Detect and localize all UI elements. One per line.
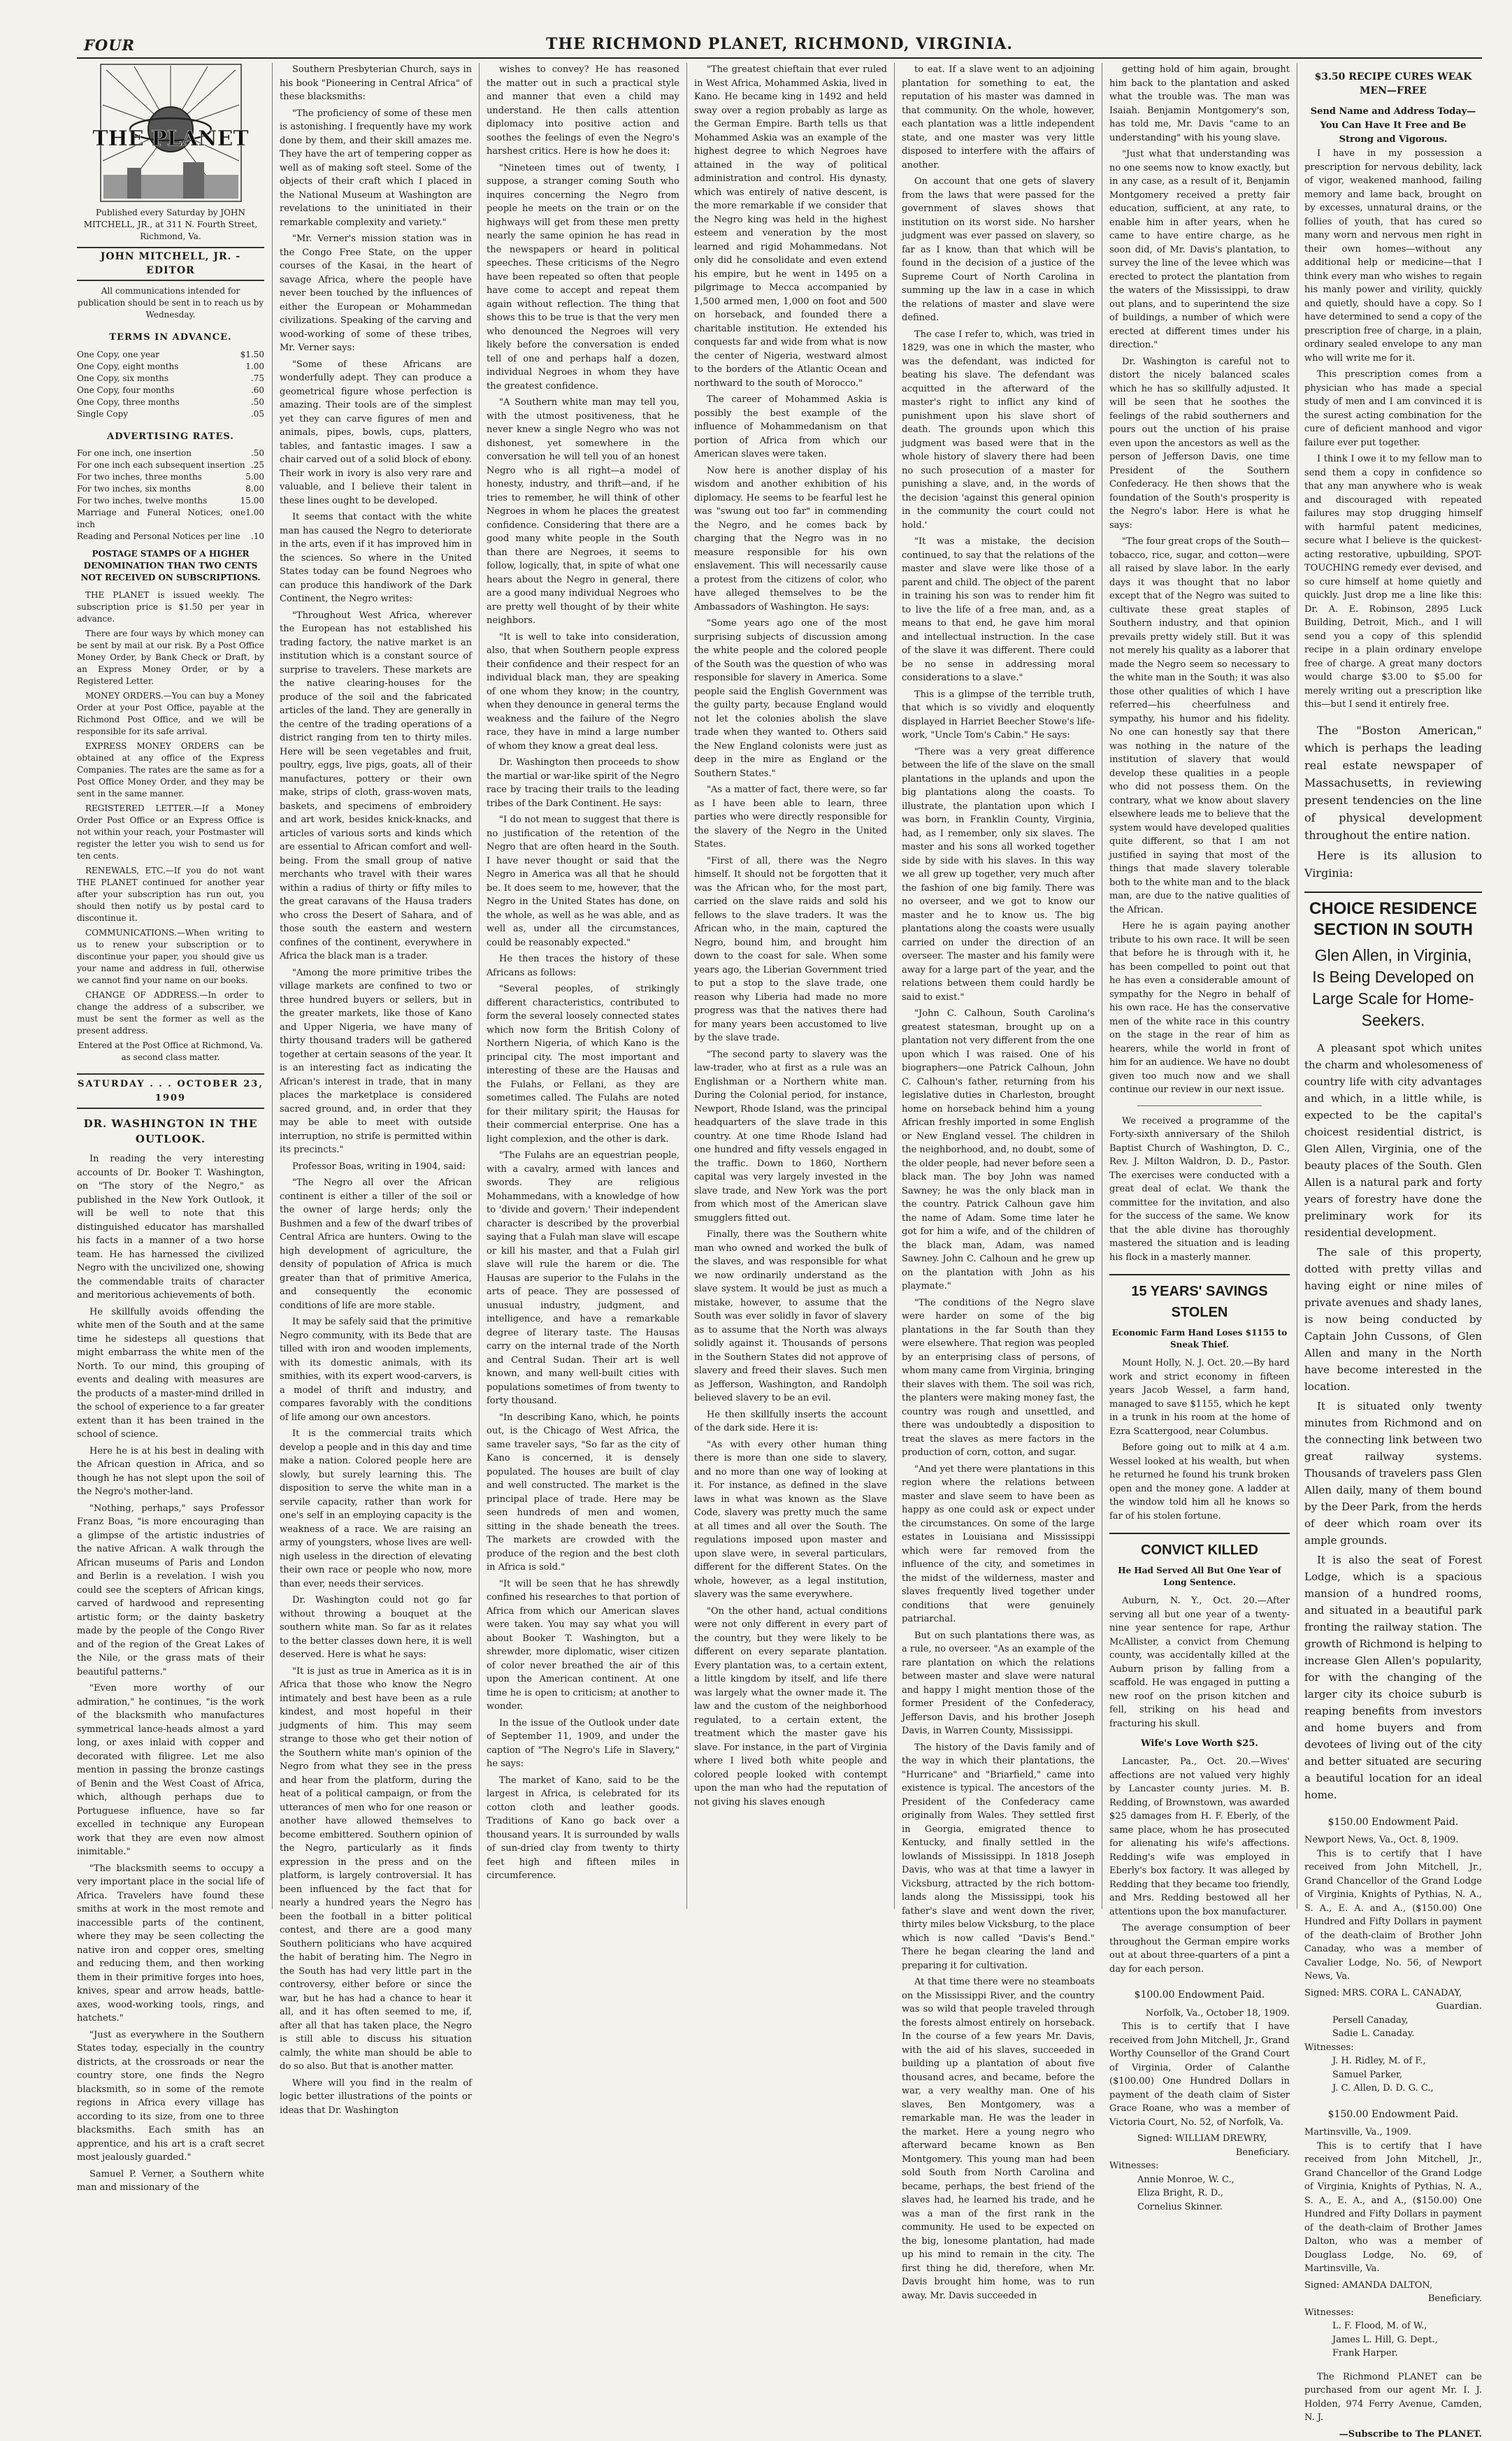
notice-paragraph: CHANGE OF ADDRESS.—In order to change the address of a subscriber, we must be sent the former as well as the present address. (77, 989, 264, 1037)
endowment-witness-label: Witnesses: (1109, 2159, 1290, 2173)
recipe-ad-paragraph: I have in my possession a prescription for nervous debility, lack of vigor, weakened manhood, failing memory and lame back, brought on by excesses, unnatural drains, or the follies of youth, that has cured so many worn and nervous men right in their own homes—without any additional help or medicine—that I think every man who wishes to regain his manly power and virility, quickly and quietly, should have a copy. So I have determined to send a copy of the prescription free of charge, in a plain, ordinary sealed envelope to any man who will write me for it. (1304, 147, 1482, 365)
notice-paragraph: EXPRESS MONEY ORDERS can be obtained at any office of the Express Companies. The rates are the same as for a Post Office Money Order, and they may be sent in the same manner. (77, 740, 264, 800)
endowment-witness: James L. Hill, G. Dept., (1304, 2333, 1482, 2347)
column-1 (77, 63, 264, 1916)
article-paragraph: Southern Presbyterian Church, says in his book "Pioneering in Central Africa" of these blacksmiths: (280, 63, 472, 104)
terms-title: TERMS IN ADVANCE. (77, 331, 264, 345)
endowment-witness: Samuel Parker, (1304, 2068, 1482, 2082)
ad-rate-row: For one inch, one insertion .50 (77, 448, 264, 459)
news-paragraph: Auburn, N. Y., Oct. 20.—After serving all but one year of a twenty-nine year sentence for rape, Arthur McAllister, a convict from Chemung county, was accidentally killed at the Auburn prison by falling from a scaffold. He was engaged in putting a new roof on the prison kitchen and fell, striking on his head and fracturing his skull. (1109, 1594, 1290, 1731)
article-paragraph: "Throughout West Africa, wherever the European has not established his trading factory, the native market is an institution which is a constant source of surprise to travelers. These markets are the native clearing-houses for the produce of the soil and the fabricated articles of the land. They are generally in the centre of the trading operations of a district ranging from ten to thirty miles. Here will be seen vegetables and fruit, poultry, eggs, live pigs, goats, all of their manufactures, pottery or their own make, strips of cloth, grass-woven mats, baskets, and specimens of embroidery and art work, besides knick-knacks, and articles of various sorts and kinds which are essential to African comfort and well-being. From the small group of native merchants who travel with their wares within a radius of thirty or fifty miles to the great caravans of the Hausa traders who cross the Desert of Sahara, and of those south the eastern and western confines of the continent, everywhere in Africa the black man is a trader. (280, 609, 472, 964)
article-paragraph: "Just as everywhere in the Southern States today, especially in the country districts, at the crossroads or near the country store, one finds the Negro blacksmith, so in some of the remote regions in Africa every village has according to its size, from one to three blacksmiths. Each smith has an apprentice, and his art is a craft secret most jealously guarded." (77, 2028, 264, 2165)
wife-love-headline: Wife's Love Worth $25. (1109, 1738, 1290, 1749)
endowment-witness: L. F. Flood, M. of W., (1304, 2319, 1482, 2333)
article-paragraph: He then traces the history of these Africans as follows: (487, 952, 679, 980)
article-paragraph: "Several peoples, of strikingly different characteristics, contributed to form the several loosely connected states which now form the British Colony of Northern Nigeria, of which Kano is the principal city. The most important and interesting of these are the Hausas and the Fulahs, or Fellani, as they are sometimes called. The Fulahs are noted for their military spirit; the Hausas for their commercial enterprise. One has a light complexion, and the other is dark. (487, 982, 679, 1146)
article-paragraph: Here he is at his best in dealing with the African question in Africa, and so though he has not slept upon the soil of the Negro's mother-land. (77, 1445, 264, 1499)
subscribe-line: —Subscribe to The PLANET. (1304, 2428, 1482, 2441)
ad-rates-list (77, 448, 264, 543)
column-6 (1109, 63, 1290, 1916)
article-paragraph: Dr. Washington then proceeds to show the martial or war-like spirit of the Negro race by tracing their trails to the leading tribes of the Dark Continent. He says: (487, 756, 679, 810)
article-paragraph: Here he is again paying another tribute to his own race. It will be seen that before he is through with it, he has been compelled to point out that he has even a considerable amount of sympathy for the Negro in behalf of his own race. He has the conservative men of the white race in this country on the stage in the rear of him as hearers, while the world in front of him for an audience. We have no doubt given too much now and we shall continue our review in our next issue. (1109, 919, 1290, 1097)
recipe-ad-paragraph: This prescription comes from a physician who has made a special study of men and I am convinced it is the surest acting combination for the cure of deficient manhood and vigor failure ever put together. (1304, 368, 1482, 450)
article-paragraph: The market of Kano, said to be the largest in Africa, is celebrated for its cotton cloth and leather goods. Traditions of Kano go back over a thousand years. It is surrounded by walls of sun-dried clay from twenty to thirty feet high and fifteen miles in circumference. (487, 1774, 679, 1883)
ad-rate-row: Reading and Personal Notices per line .10 (77, 531, 264, 543)
article-paragraph: "Nothing, perhaps," says Professor Franz Boas, "is more encouraging than a glimpse of the artistic industries of the native African. A walk through the African museums of Paris and London and Berlin is a revelation. I wish you could see the scepters of African kings, carved of hardwood and representing artistic form; or the dainty basketry made by the people of the Congo River and of the region of the Great Lakes of the Nile, or the grass mats of their beautiful patterns." (77, 1502, 264, 1680)
notice-paragraph: RENEWALS, ETC.—If you do not want THE PLANET continued for another year after your subscription has run out, you should then notify us by postal card to discontinue it. (77, 865, 264, 924)
endowment-signed: Signed: AMANDA DALTON, (1304, 2279, 1482, 2293)
endowment-signed: Signed: MRS. CORA L. CANADAY, (1304, 1987, 1482, 2000)
article-paragraph: This is a glimpse of the terrible truth, that which is so vividly and eloquently displayed in Harriet Beecher Stowe's life-work, "Uncle Tom's Cabin." He says: (902, 688, 1095, 743)
article-paragraph: "It will be seen that he has shrewdly confined his researches to that portion of Africa from which our American slaves were taken. You may say what you will about Booker T. Washington, but a shrewder, more diplomatic, wiser citizen of color never breathed the air of this upon the American continent. At one time he is open to criticism; at another to wonder. (487, 1577, 679, 1714)
article-paragraph: "A Southern white man may tell you, with the utmost positiveness, that he never knew a single Negro who was not dishonest, yet somewhere in the conversation he will tell you of an honest Negro who is all right—a model of honesty, industry, and thrift—and, if he tries to remember, he will think of other Negroes in whom he places the greatest confidence. Considering that there are a good many white people in the South than there are Negroes, it seems to follow, logically, that, in spite of what one hears about the Negro in general, there are a good many individual Negroes who are pretty well thought of by their white neighbors. (487, 396, 679, 628)
article-paragraph: "As with every other human thing there is more than one side to slavery, and no more than one way of looking at it. For instance, as defined in the slave laws in what was known as the Slave Code, slavery was pretty much the same at all times and all over the South. The regulations imposed upon master and upon slave were, in several particulars, different for the different States. On the whole, however, as a legal institution, slavery was the same everywhere. (694, 1438, 887, 1602)
ad-rate-row: For two inches, six months 8.00 (77, 483, 264, 495)
subscription-notices (77, 589, 264, 1037)
article-paragraph: Samuel P. Verner, a Southern white man and missionary of the (77, 2168, 264, 2195)
column-rule (686, 63, 687, 1909)
article-paragraph: "The conditions of the Negro slave were harder on some of the big plantations in the far South than they were elsewhere. That region was peopled by an enterprising class of persons, of whom many came from Virginia, bringing their slaves with them. The soil was rich, the planters were making money fast, the country was rough and unsettled, and there was undoubtedly a disposition to treat the slaves as mere factors in the production of corn, cotton, and sugar. (902, 1296, 1095, 1460)
article-paragraph: "As a matter of fact, there were, so far as I have been able to learn, three parties who were directly responsible for the slavery of the Negro in the United States. (694, 783, 887, 852)
convict-killed-headline: CONVICT KILLED (1109, 1533, 1290, 1561)
endowment-title: $100.00 Endowment Paid. (1109, 1989, 1290, 2003)
endowment-place-date: Martinsville, Va., 1909. (1304, 2126, 1482, 2140)
article-paragraph: The sale of this property, dotted with pretty villas and having eight or nine miles of private avenues and shady lanes, is now being conducted by Captain John Cussons, of Glen Allen and many in the North have become interested in the location. (1304, 1244, 1482, 1395)
article-paragraph: It is the commercial traits which develop a people and in this day and time make a nation. Colored people here are slowly, but surely learning this. The disposition to serve the white man in a servile capacity, rather than work for one's self in an employing capacity is the weakness of a race. We are raising an army of youngsters, whose lives are well-nigh useless in the direction of elevating their own race or people who now, more than ever, needs their services. (280, 1427, 472, 1591)
agent-note: The Richmond PLANET can be purchased from our agent Mr. I. J. Holden, 974 Ferry Avenue, Camden, N. J. (1304, 2370, 1482, 2425)
article-paragraph: Where will you find in the realm of logic better illustrations of the points or ideas that Dr. Washington (280, 2077, 472, 2118)
boston-american-note: The "Boston American," which is perhaps the leading real estate newspaper of Massachusetts, in reviewing present tendencies on the line of physical development throughout the entire nation. (1304, 722, 1482, 844)
news-paragraph: Mount Holly, N. J. Oct. 20.—By hard work and strict economy in fifteen years Jacob Wessel, a farm hand, managed to save $1155, which he kept in a trunk in his room at the home of Ezra Scattergood, near Columbus. (1109, 1356, 1290, 1438)
choice-residence-headline: CHOICE RESIDENCE SECTION IN SOUTH (1304, 892, 1482, 940)
article-body (77, 1152, 264, 2195)
article-paragraph: "It is just as true in America as it is in Africa that those who know the Negro intimately and best have been as a rule kindest, and most hopeful in their judgments of him. This may seem strange to those who get their notion of the Southern white man's opinion of the Negro from what they see in the press and hear from the platform, during the heat of a political campaign, or from the utterances of men who for one reason or another have allowed themselves to become embittered. Southern opinion of the Negro, particularly as it finds expression in the press and on the platform, is largely controversial. It has been influenced by the fact that for nearly a hundred years the Negro has been the football in a bitter political contest, and there are a good many Southern politicians who have acquired the habit of berating him. The Negro in the South has had very little part in the controversy, either before or since the war, but he has had a chance to hear it all, and it has often seemed to me, if, after all that has taken place, the Negro is still able to discuss his situation calmly, the white man should be able to do so also. But that is another matter. (280, 1665, 472, 2074)
article-paragraph: It may be safely said that the primitive Negro community, with its Bede that are tilled with iron and wooden implements, with its domestic animals, with its smithies, with its expert wood-carvers, is a model of thrift and industry, and compares favorably with the conditions of life among our own ancestors. (280, 1315, 472, 1424)
endowment-witness: J. H. Ridley, M. of F., (1304, 2054, 1482, 2068)
article-paragraph: It is situated only twenty minutes from Richmond and on the connecting link between two great railway systems. Thousands of travelers pass Glen Allen daily, many of them bound by the Deer Park, from the herds of deer which roam over its ample grounds. (1304, 1398, 1482, 1549)
issue-dateline: SATURDAY . . . OCTOBER 23, 1909 (77, 1073, 264, 1109)
article-paragraph: "The four great crops of the South—tobacco, rice, sugar, and cotton—were all raised by slave labor. In the early days it was thought that no labor except that of the Negro was suited to cultivate these great staples of Southern industry, and that opinion prevails pretty widely still. But it was not merely his quality as a laborer that made the Negro seem so necessary to the white man in the South; it was also those other qualities of which I have referred—his cheerfulness and sympathy, his humor and his fidelity. No one can honestly say that there was nothing in the nature of the institution of slavery that would develop these qualities in a people who did not possess them. On the contrary, what we know about slavery elsewhere leads me to believe that the system would have developed qualities quite different, so that I am not justified in saying that most of the things that made slavery tolerable both to the white man and to the black man, are due to the native qualities of the African. (1109, 535, 1290, 917)
ad-rate-row: Marriage and Funeral Notices, one inch 1.00 (77, 507, 264, 531)
endowment-witness: Annie Monroe, W. C., (1109, 2173, 1290, 2187)
article-paragraph: "Among the more primitive tribes the village markets are confined to two or three hundred buyers or sellers, but in the greater markets, like those of Kano and Upper Nigeria, we have many of thirty thousand traders will be gathered together at certain seasons of the year. It is an interesting fact as indicating the African's interest in trade, that in many places the marketplace is considered sacred ground, and, in order that they may be able to meet with outside interruption, no strife is permitted within its precincts." (280, 966, 472, 1157)
news-paragraph: The average consumption of beer throughout the German empire works out at about three-quarters of a pint a day for each person. (1109, 1921, 1290, 1976)
article-paragraph: The career of Mohammed Askia is possibly the best example of the influence of Mohammedanism on that portion of Africa from which our American slaves were taken. (694, 393, 887, 461)
article-paragraph: In the issue of the Outlook under date of September 11, 1909, and under the caption of "The Negro's Life in Slavery," he says: (487, 1717, 679, 1771)
article-paragraph: "The proficiency of some of these men is astonishing. I frequently have my work done by them, and their skill amazes me. They have the art of tempering copper as well as of making soft steel. Some of the objects of their craft which I placed in the National Museum at Washington are revelations to the uninitiated in their remarkable complexity and variety." (280, 107, 472, 230)
endowment-signed-role: Guardian. (1304, 2000, 1482, 2014)
news-paragraph: Lancaster, Pa., Oct. 20.—Wives' affections are not valued very highly by Lancaster county juries. M. B. Redding, of Brownstown, was awarded $25 damages from H. F. Eberly, of the same place, whom he has prosecuted for alienating his wife's affections. Redding's wife was employed in Eberly's box factory. It was alleged by Redding that they became too friendly, and Mrs. Redding bestowed all her attentions upon the box manufacturer. (1109, 1755, 1290, 1919)
savings-stolen-subhead: Economic Farm Hand Loses $1155 to Sneak Thief. (1109, 1327, 1290, 1351)
article-paragraph: The history of the Davis family and of the way in which their plantations, the "Hurricane" and "Briarfield," came into existence is typical. The ancestors of the President of the Confederacy came originally from Wales. They settled first in Georgia, emigrated thence to Kentucky, and finally settled in the lowlands of Mississippi. In 1818 Joseph Davis, who was at that time a lawyer in Vicksburg, attracted by the rich bottom-lands along the Mississippi, took his father's slave and went down the river, thirty miles below Vicksburg, to the place which is now called "Davis's Bend." There he began clearing the land and preparing it for cultivation. (902, 1741, 1095, 1973)
column-rule (272, 63, 273, 1909)
article-paragraph: In reading the very interesting accounts of Dr. Booker T. Washington, on "The story of the Negro," as published in the New York Outlook, it will be well to note that this distinguished educator has marshalled his facts in a manner of a two horse team. He has harnessed the civilized Negro with the uncivilized one, showing the commendable traits of character and meritorious achievements of both. (77, 1152, 264, 1303)
paper-title: THE RICHMOND PLANET, RICHMOND, VIRGINIA. (77, 35, 1482, 53)
page-number: FOUR (84, 36, 135, 54)
notice-paragraph: REGISTERED LETTER.—If a Money Order Post Office or an Express Office is not within your reach, your Postmaster will register the letter you wish to send us for ten cents. (77, 803, 264, 862)
article-paragraph: Professor Boas, writing in 1904, said: (280, 1160, 472, 1174)
advertising-title: ADVERTISING RATES. (77, 430, 264, 444)
article-paragraph: "Even more worthy of our admiration," he continues, "is the work of the blacksmith who manufactures symmetrical lance-heads almost a yard long, or axes inlaid with copper and decorated with filigree. Let me also mention in passing the bronze castings of Benin and the West Coast of Africa, which, although perhaps due to Portuguese influence, have so far excelled in technique any European work that they are even now almost inimitable." (77, 1682, 264, 1859)
article-paragraph: "Mr. Verner's mission station was in the Congo Free State, on the upper courses of the Kasai, in the heart of savage Africa, where the people have never been touched by the influences of either the European or Mohammedan civilizations. Speaking of the carving and wood-working of some of these tribes, Mr. Verner says: (280, 232, 472, 355)
article-paragraph: "The Negro all over the African continent is either a tiller of the soil or the owner of large herds; only the Bushmen and a few of the dwarf tribes of Central Africa are hunters. Owing to the high development of agriculture, the density of population of Africa is much greater than that of primitive America, and consequently the economic conditions of life are more stable. (280, 1176, 472, 1312)
column-4 (694, 63, 887, 1916)
editor-line: JOHN MITCHELL, JR. - EDITOR (77, 247, 264, 281)
entered-note: Entered at the Post Office at Richmond, Va. as second class matter. (77, 1040, 264, 1064)
column-rule (894, 63, 895, 1909)
article-paragraph: "I do not mean to suggest that there is no justification of the retention of the Negro that are often heard in the South. I have never thought or said that the Negro in America was all that he should be. It does seem to me, however, that the Negro in the United States has done, on the whole, as well as he was able, and as well as, under all the circumstances, could be reasonably expected." (487, 813, 679, 950)
endowment-witness: Cornelius Skinner. (1109, 2200, 1290, 2214)
endowment-witness: J. C. Allen, D. D. G. C., (1304, 2082, 1482, 2096)
endowment-body: This is to certify that I have received from John Mitchell, Jr., Grand Chancellor of the Grand Lodge of Virginia, Knights of Pythias, N. A., S. A., E. A., and A., ($150.00) One Hundred and Fifty Dollars in payment of the death-claim of Brother James Dalton, who was a member of Douglass Lodge, No. 69, of Martinsville, Va. (1304, 2140, 1482, 2276)
boston-american-note-2: Here is its allusion to Virginia: (1304, 847, 1482, 882)
glen-allen-deck: Glen Allen, in Virginia, Is Being Developed on Large Scale for Home-Seekers. (1311, 945, 1475, 1031)
article-paragraph: The case I refer to, which, was tried in 1829, was one in which the master, who was the defendant, was indicted for beating his slave. The defendant was acquitted in the afterward of the master's right to inflict any kind of punishment upon his slave short of death. The grounds upon which this judgment was based were that in the whole history of slavery there had been no such prosecution of a master for punishing a slave, and, in the words of the decision 'against this general opinion in the community the court could not hold.' (902, 328, 1095, 533)
article-paragraph: "Some years ago one of the most surprising subjects of discussion among the white people and the colored people of the South was the question of who was responsible for slavery in America. Some people said the English Government was the guilty party, because England would not let the colonies abolish the slave trade when they wanted to. Others said the New England colonists were just as deep in the mire as England or the Southern States." (694, 617, 887, 780)
ad-rate-row: For two inches, twelve months 15.00 (77, 495, 264, 507)
notice-paragraph: MONEY ORDERS.—You can buy a Money Order at your Post Office, payable at the Richmond Post Office, and we will be responsible for its safe arrival. (77, 690, 264, 738)
article-paragraph: to eat. If a slave went to an adjoining plantation for something to eat, the reputation of his master was damned in that community. On the whole, however, each plantation was a little independent state, and one master was very little disposed to interfere with the affairs of another. (902, 63, 1095, 172)
planet-flag-logo (99, 63, 243, 203)
column-rule (479, 63, 480, 1909)
notice-paragraph: THE PLANET is issued weekly. The subscription price is $1.50 per year in advance. (77, 589, 264, 625)
article-paragraph: Dr. Washington could not go far without throwing a bouquet at the southern white man. So far as it relates to the better classes down here, it is well deserved. Here is what he says: (280, 1594, 472, 1662)
article-paragraph: "It is well to take into consideration, also, that when Southern people express their confidence and their respect for an individual black man, they are speaking of one whom they know; in the country, when they denounce in general terms the weakness and the failure of the Negro race, they have in mind a large number of whom they know a great deal less. (487, 631, 679, 754)
endowment-place-date: Newport News, Va., Oct. 8, 1909. (1304, 1833, 1482, 1847)
article-paragraph: "First of all, there was the Negro himself. It should not be forgotten that it was the African who, for the most part, carried on the slave raids and sold his fellows to the slave traders. It was the African who, in the main, captured the Negro, bound him, and brought him down to the coast for sale. When some years ago, the Liberian Government tried to put a stop to the slave trade, one reason why Liberia had made no more progress was that the natives there had for many years been accustomed to live by the slave trade. (694, 854, 887, 1045)
article-paragraph: Dr. Washington is careful not to distort the nicely balanced scales which he has so skillfully adjusted. It will be seen that he soothes the feelings of the rabid southerners and pours out the unction of his praise even upon the ancestors as well as the person of Jefferson Davis, one time President of the Southern Confederacy. He then shows that the foundation of the South's prosperity is the Negro's labor. Here is what he says: (1109, 355, 1290, 533)
article-paragraph: getting hold of him again, brought him back to the plantation and asked what the trouble was. The man was Isaiah. Benjamin Montgomery's son, has told me, Mr. Davis "came to an understanding" with his young slave. (1109, 63, 1290, 145)
ad-rate-row: For two inches, three months 5.00 (77, 471, 264, 483)
article-paragraph: Finally, there was the Southern white man who owned and worked the bulk of the slaves, and was responsible for what we now ordinarily understand as the slave system. It would be just as much a mistake, however, to assume that the South was ever solidly in favor of slavery as to assume that the North was always solidly against it. Thousands of persons in the Southern States did not approve of slavery and freed their slaves. Such men as Jefferson, Washington, and Randolph believed slavery to be an evil. (694, 1228, 887, 1405)
news-paragraph: Before going out to milk at 4 a.m. Wessel looked at his wealth, but when he returned he found his trunk broken open and the money gone. A ladder at the window told him all he knows so far of his stolen fortune. (1109, 1441, 1290, 1523)
article-paragraph: It seems that contact with the white man has caused the Negro to deteriorate in the arts, even if it has improved him in the sciences. So where in the United States today can be found Negroes who can produce this handiwork of the Dark Continent, the Negro writes: (280, 510, 472, 606)
terms-row: Single Copy .05 (77, 408, 264, 420)
communications-note: All communications intended for publication should be sent in to reach us by Wednesday. (77, 285, 264, 321)
recipe-ad-paragraph: I think I owe it to my fellow man to send them a copy in confidence so that any man anywhere who is weak and discouraged with repeated failures may stop drugging himself with harmful patent medicines, secure what I believe is the quickest-acting restorative, upbuilding, SPOT-TOUCHING remedy ever devised, and so cure himself at home quietly and quickly. Just drop me a line like this: Dr. A. E. Robinson, 2895 Luck Building, Detroit, Mich., and I will send you a copy of this splendid recipe in a plain ordinary envelope free of charge. A great many doctors would charge $3.00 to $5.00 for merely writing out a prescription like this—but I send it entirely free. (1304, 452, 1482, 712)
article-paragraph: "The Fulahs are an equestrian people, with a cavalry, armed with lances and swords. They are religious Mohammedans, with a knowledge of how to 'divide and govern.' Their independent character is described by the proverbial saying that a Fulah man slave will escape or kill his master, and that a Fulah girl slave will rule the harem or die. The Hausas are superior to the Fulahs in the arts of peace. They are possessed of unusual industry, judgment, and intelligence, and have a remarkable degree of literary taste. The Hausas carry on the internal trade of the North and Central Sudan. Their art is well known, and many well-built cities with populations sometimes of from twenty to forty thousand. (487, 1149, 679, 1408)
endowment-cosigner: Sadie L. Canaday. (1304, 2027, 1482, 2041)
endowment-witness: Eliza Bright, R. D., (1109, 2186, 1290, 2200)
article-paragraph: "John C. Calhoun, South Carolina's greatest statesman, brought up on a plantation not very different from the one upon which I was raised. One of his biographers—one Patrick Calhoun, John C. Calhoun's father, returning from his legislative duties in Charleston, brought home on horseback behind him a young African freshly imported in some English or New England vessel. The children in the neighborhood, and, no doubt, some of the older people, had never before seen a black man. The boy John was named Sawney; he was the only black man in the country. Patrick Calhoun gave him the name of Adam. Some time later he got for him a wife, and of the children of the black man, Adam, was named Sawney. John C. Calhoun and he grew up on the plantation with John as his playmate." (902, 1007, 1095, 1294)
stamps-note: POSTAGE STAMPS OF A HIGHER DENOMINATION THAN TWO CENTS NOT RECEIVED ON SUBSCRIPTIONS. (77, 548, 264, 584)
endowment-title: $150.00 Endowment Paid. (1304, 2108, 1482, 2122)
newspaper-page (77, 34, 1482, 1921)
masthead (77, 34, 1482, 59)
article-paragraph: It is also the seat of Forest Lodge, which is a spacious mansion of a hundred rooms, and situated in a beautiful park fronting the railway station. The growth of Richmond is helping to increase Glen Allen's popularity, for with the changing of the larger city its choice suburb is reaping benefits from investors and home buyers and from devotees of living out of the city and better situated are securing a beautiful location for an ideal home. (1304, 1552, 1482, 1803)
column-2 (280, 63, 472, 1916)
endowment-body: This is to certify that I have received from John Mitchell, Jr., Grand Chancellor of the Grand Lodge of Virginia, Knights of Pythias, N. A., S. A., E. A. and A., ($150.00) One Hundred and Fifty Dollars in payment of the death-claim of Brother John Canaday, who was a member of Cavalier Lodge, No. 56, of Newport News, Va. (1304, 1847, 1482, 1984)
endowment-place-date: Norfolk, Va., October 18, 1909. (1109, 2007, 1290, 2021)
article-paragraph: "There was a very great difference between the life of the slave on the small plantations in the uplands and upon the big plantations along the coasts. To illustrate, the plantation upon which I was born, in Franklin County, Virginia, had, as I remember, only six slaves. The master and his sons all worked together side by side with his slaves. In this way we all grew up together, very much after the fashion of one big family. There was no overseer, and we got to know our master and he to know us. The big plantations along the coasts were usually carried on under the direction of an overseer. The master and his family were away for a large part of the year, and the relations between them could hardly be said to exist." (902, 745, 1095, 1005)
terms-list (77, 349, 264, 420)
article-paragraph: A pleasant spot which unites the charm and wholesomeness of country life with city advantages and which, in a little while, is expected to be the capital's choicest residential district, is Glen Allen, Virginia, one of the beauty places of the South. Glen Allen is a natural park and forty years of forestry have done the preliminary work for its residential development. (1304, 1040, 1482, 1241)
article-paragraph: Now here is another display of his wisdom and another exhibition of his diplomacy. He seems to be fearful lest he was "swung out too far" in commending the Negro, and he comes back by charging that the Negro was in no measure responsible for his own enslavement. This will necessarily cause a protest from the citizens of color, who have alleged themselves to be the Ambassadors of Washington. He says: (694, 464, 887, 615)
convict-killed-subhead: He Had Served All But One Year of Long Sentence. (1109, 1565, 1290, 1589)
article-paragraph: He then skillfully inserts the account of the dark side. Here it is: (694, 1408, 887, 1436)
recipe-ad-headline: $3.50 RECIPE CURES WEAK MEN—FREE (1304, 70, 1482, 98)
section-divider (1137, 1105, 1262, 1106)
article-paragraph: "It was a mistake, the decision continued, to say that the relations of the master and slave were like those of a parent and child. The object of the parent in training his son was to render him fit to live the life of a free man, and, as a means to that end, he gave him moral and intellectual instruction. In the case of the slave it was different. There could be no sense in addressing moral considerations to a slave." (902, 535, 1095, 685)
ad-rate-row: For one inch each subsequent insertion .25 (77, 459, 264, 471)
endowment-witness: Frank Harper. (1304, 2347, 1482, 2361)
terms-row: One Copy, six months .75 (77, 373, 264, 385)
terms-row: One Copy, one year $1.50 (77, 349, 264, 361)
article-paragraph: "Nineteen times out of twenty, I suppose, a stranger coming South who inquires concerning the Negro from people he meets on the train or on the highways will get from these men pretty nearly the same opinion he has read in the newspapers or heard in political speeches. These criticisms of the Negro have been repeated so often that people have come to accept and repeat them again without reflection. The thing that shows this to be true is that the very men who denounced the Negroes will very likely before the conversation is ended tell of one and perhaps half a dozen, individual Negroes in whom they have the greatest confidence. (487, 162, 679, 394)
terms-row: One Copy, eight months 1.00 (77, 361, 264, 373)
article-paragraph: "In describing Kano, which, he points out, is the Chicago of West Africa, the same traveler says, "So far as the city of Kano is concerned, it is densely populated. The houses are built of clay and well constructed. The market is the principal place of trade. Here may be seen hundreds of men and women, sitting in the shade beneath the trees. The markets are crowded with the produce of the region and the best cloth in Africa is sold." (487, 1411, 679, 1575)
terms-row: One Copy, three months .50 (77, 396, 264, 408)
endowment-signed-role: Beneficiary. (1109, 2146, 1290, 2160)
notice-paragraph: There are four ways by which money can be sent by mail at our risk. By a Post Office Money Order, by Bank Check or Draft, by an Express Money Order, or by a Registered Letter. (77, 628, 264, 687)
endowment-witness-label: Witnesses: (1304, 2041, 1482, 2055)
article-paragraph: "Just what that understanding was no one seems now to know exactly, but in any case, as a result of it, Benjamin Montgomery received a pretty fair education, sufficient, at any rate, to enable him in after years, when he came to have entire charge, as he soon did, of Mr. Davis's plantation, to survey the line of the levee which was erected to protect the plantation from the waters of the Mississippi, to draw out plans, and to superintend the size of buildings, a number of which were erected at different times under his direction." (1109, 148, 1290, 352)
article-paragraph: "And yet there were plantations in this region where the relations between master and slave seem to have been as happy as one could ask or expect under the circumstances. On some of the large estates in Louisiana and Mississippi which were far removed from the influence of the city, and sometimes in the midst of the wilderness, master and slaves frequently lived together under conditions that were genuinely patriarchal. (902, 1463, 1095, 1626)
column-5 (902, 63, 1095, 1916)
endowment-signed-role: Beneficiary. (1304, 2292, 1482, 2306)
endowment-body: This is to certify that I have received from John Mitchell, Jr., Grand Worthy Counsellor of the Grand Court of Virginia, Order of Calanthe ($100.00) One Hundred Dollars in payment of the death claim of Sister Grace Roane, who was a member of Victoria Court, No. 52, of Norfolk, Va. (1109, 2020, 1290, 2129)
article-paragraph: "On the other hand, actual conditions were not only different in every part of the country, but they were likely to be different on every separate plantation. Every plantation was, to a certain extent, a little kingdom by itself, and life there was largely what the owner made it. The law and the custom of the neighborhood regulated, to a certain extent, the treatment which the master gave his slave. For instance, in the part of Virginia where I lived both white people and colored people looked with contempt upon the man who had the reputation of not giving his slaves enough (694, 1605, 887, 1810)
savings-stolen-headline: 15 YEARS' SAVINGS STOLEN (1109, 1274, 1290, 1323)
column-3 (487, 63, 679, 1916)
endowment-cosigner: Persell Canaday, (1304, 2014, 1482, 2028)
masthead-rule (77, 57, 1482, 59)
article-paragraph: "The blacksmith seems to occupy a very important place in the social life of Africa. Travelers have found these smiths at work in the most remote and inaccessible parts of the continent, where they may be seen collecting the native iron and copper ores, smelting and reducing them, and then working them in their primitive forges into hoes, knives, spear and arrow heads, battle-axes, wood-working tools, rings, and hatchets." (77, 1862, 264, 2026)
article-paragraph: On account that one gets of slavery from the laws that were passed for the government of slaves shows that institution on its worst side. No harsher judgment was ever passed on slavery, so far as I know, than that which will be found in the decision of a justice of the Supreme Court of North Carolina in summing up the law in a case in which the relations of master and slave were defined. (902, 175, 1095, 325)
flag-title: THE PLANET (92, 127, 249, 151)
article-paragraph: But on such plantations there was, as a rule, no overseer. "As an example of the rare plantation on which the relations between master and slave were natural and happy I might mention those of the former President of the Confederacy, Jefferson Davis, and his brother Joseph Davis, in Warren County, Mississippi. (902, 1629, 1095, 1738)
article-paragraph: wishes to convey? He has reasoned the matter out in such a practical style and manner that even a child may understand. He then calls attention diplomacy into positive action and soothes the feelings of even the Negro's harshest critics. Here is how he does it: (487, 63, 679, 159)
article-title-washington: DR. WASHINGTON IN THE OUTLOOK. (77, 1116, 264, 1147)
article-paragraph: "The greatest chieftain that ever ruled in West Africa, Mohammed Askia, lived in Kano. He became king in 1492 and held sway over a region probably as large as the German Empire. Barth tells us that Mohammed Askia was an example of the highest degree to which Negroes have attained in the way of political administration and control. His dynasty, which was entirely of native descent, is the more remarkable if we consider that the Negro king was held in the highest esteem and veneration by the most learned and rigid Mohammedans. Not only did he consolidate and even extend his empire, but he went in 1495 on a pilgrimage to Mecca accompanied by 1,500 armed men, 1,000 on foot and 500 on horseback, and founded there a charitable institution. He extended his conquests far and wide from what is now the center of Nigeria, westward almost to the borders of the Atlantic Ocean and northward to the south of Morocco." (694, 63, 887, 390)
recipe-ad-subhead: Send Name and Address Today— You Can Have It Free and Be Strong and Vigorous. (1304, 105, 1482, 147)
notice-paragraph: COMMUNICATIONS.—When writing to us to renew your subscription or to discontinue your paper, you should give us your name and address in full, otherwise we cannot find your name on our books. (77, 927, 264, 987)
endowment-signed: Signed: WILLIAM DREWRY, (1109, 2132, 1290, 2146)
article-paragraph: At that time there were no steamboats on the Mississippi River, and the country was so wild that people traveled through the forests almost entirely on horseback. In the course of a few years Mr. Davis, with the aid of his slaves, succeeded in building up a plantation of about five thousand acres, and became, before the war, a very wealthy man. One of his slaves, Ben Montgomery, was a remarkable man. He was the leader in the market. Here a young negro who afterward became known as Ben Montgomery. This young man had been sold South from North Carolina and became, perhaps, the best friend of the slaves had, he learned his trade, and he was a man of the first rank in the community. He used to be expected on the big, lonesome plantation, had made up his mind to remain in the city. The first thing he did, therefore, when Mr. Davis brought him home, was to run away. Mr. Davis succeeded in (902, 1975, 1095, 2303)
terms-row: One Copy, four months .60 (77, 385, 264, 396)
glen-allen-article (1304, 1040, 1482, 1803)
programme-note: We received a programme of the Forty-sixth anniversary of the Shiloh Baptist Church of Washington, D. C., Rev. J. Milton Waldron, D. D., Pastor. The exercises were conducted with a great deal of eclat. We thank the committee for the invitation, and also for the success of the same. We know that the able divine has thoroughly mastered the situation and is leading his flock in a masterly manner. (1109, 1115, 1290, 1265)
column-7 (1304, 63, 1482, 1916)
article-paragraph: "The second party to slavery was the law-trader, who at first as a rule was an Englishman or a Northern white man. During the Colonial period, for instance, Newport, Rhode Island, was the principal headquarters of the slave trade in this country. At one time Rhode Island had one hundred and fifty vessels engaged in the traffic. Down to 1860, Northern capital was very largely invested in the slave trade, and New York was the port from which most of the American slave smugglers fitted out. (694, 1048, 887, 1226)
article-paragraph: "Some of these Africans are wonderfully adept. They can produce a geometrical figure whose perfection is amazing. Their tools are of the simplest yet they can carve figures of men and animals, pipes, bowls, cups, platters, tables, and fantastic images. I saw a chair carved out of a solid block of ebony. Their work in ivory is also very rare and valuable, and I believe their talent in these lines ought to be developed. (280, 358, 472, 508)
endowment-title: $150.00 Endowment Paid. (1304, 1816, 1482, 1830)
endowment-witness-label: Witnesses: (1304, 2306, 1482, 2320)
publisher-note: Published every Saturday by JOHN MITCHELL, JR., at 311 N. Fourth Street, Richmond, Va. (77, 207, 264, 243)
article-paragraph: He skillfully avoids offending the white men of the South and at the same time he sidesteps all questions that might embarrass the white men of the North. To our mind, this grouping of events and dealing with measures are the products of a master-mind drilled in the school of experience to a far greater extent than it has been trained in the school of science. (77, 1305, 264, 1442)
